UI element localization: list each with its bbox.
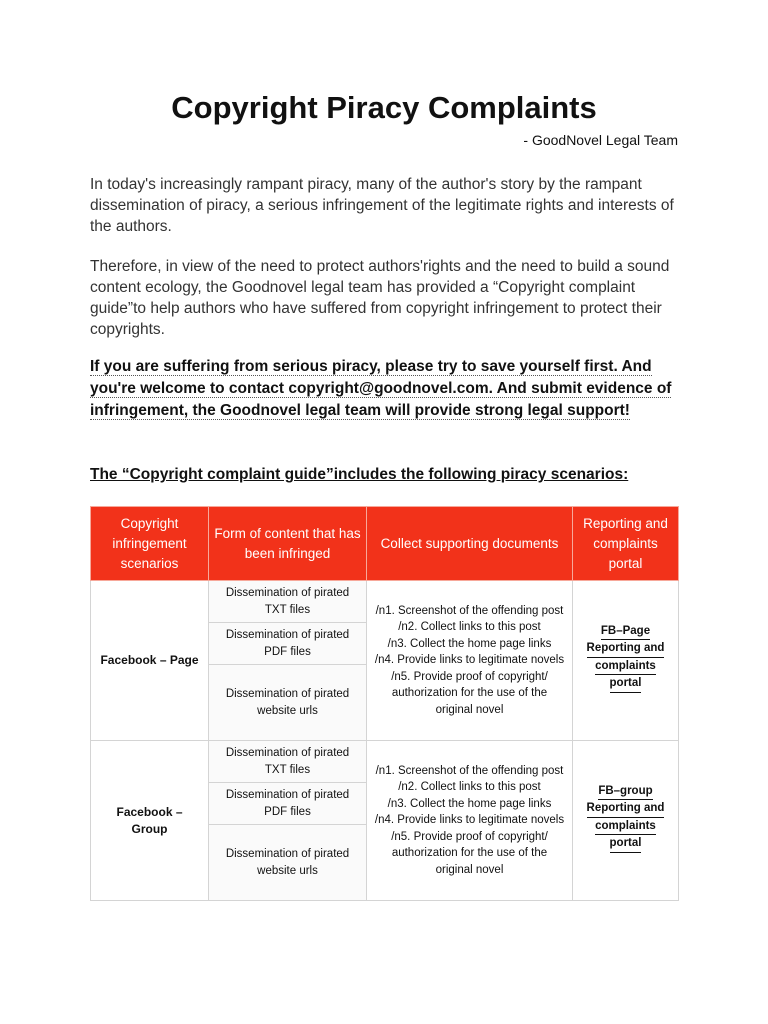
contact-text: If you are suffering from serious piracy, please try to save yourself first. And you're welcome to contact copyright@goodnovel.com. And submit evidence of infringement, the Goodnovel legal team will provide strong legal support!: [90, 358, 672, 419]
doc-item: /n3. Collect the home page links: [387, 797, 552, 810]
portal-link-line[interactable]: complaints: [595, 658, 656, 676]
content-form-cell: Dissemination of pirated TXT files: [209, 581, 367, 623]
content-form-cell: Dissemination of pirated TXT files: [209, 741, 367, 783]
doc-item: /n2. Collect links to this post: [398, 621, 541, 634]
portal-link-line[interactable]: portal: [610, 835, 642, 853]
doc-item: /n2. Collect links to this post: [398, 781, 541, 794]
portal-link-line[interactable]: FB–group: [598, 783, 652, 801]
content-form-cell: Dissemination of pirated PDF files: [209, 783, 367, 825]
supporting-docs-cell: [367, 741, 573, 901]
scenario-cell: Facebook – Group: [91, 741, 209, 901]
header-supporting-docs: Collect supporting documents: [367, 507, 573, 581]
doc-item: /n1. Screenshot of the offending post: [375, 604, 564, 617]
supporting-docs-cell: [367, 581, 573, 741]
doc-item: /n4. Provide links to legitimate novels: [374, 654, 565, 667]
table-row: [91, 581, 679, 623]
portal-link-line[interactable]: FB–Page: [601, 623, 650, 641]
doc-item: /n3. Collect the home page links: [387, 637, 552, 650]
header-scenarios: Copyright infringement scenarios: [91, 507, 209, 581]
page-title: Copyright Piracy Complaints: [171, 90, 597, 125]
scenario-cell: Facebook – Page: [91, 581, 209, 741]
page-subtitle: - GoodNovel Legal Team: [523, 132, 678, 148]
portal-link-line[interactable]: portal: [610, 675, 642, 693]
portal-link-line[interactable]: Reporting and: [587, 640, 665, 658]
portal-cell: [573, 581, 679, 741]
header-portal: Reporting and complaints portal: [573, 507, 679, 581]
portal-cell: [573, 741, 679, 901]
contact-paragraph: [90, 356, 680, 422]
portal-link-line[interactable]: complaints: [595, 818, 656, 836]
header-content-form: Form of content that has been infringed: [209, 507, 367, 581]
content-form-cell: Dissemination of pirated website urls: [209, 665, 367, 741]
content-form-cell: Dissemination of pirated website urls: [209, 825, 367, 901]
doc-item: /n4. Provide links to legitimate novels: [374, 814, 565, 827]
intro-paragraph: In today's increasingly rampant piracy, many of the author's story by the rampant dissemination of piracy, a serious infringement of the legitimate rights and interests of the authors.: [90, 176, 674, 235]
table-header-row: [91, 507, 679, 581]
content-form-cell: Dissemination of pirated PDF files: [209, 623, 367, 665]
purpose-paragraph: Therefore, in view of the need to protect authors'rights and the need to build a sound content ecology, the Goodnovel legal team has provided a “Copyright complaint guide”to help authors who have suffered from copyright infringement to protect their copyrights.: [90, 258, 670, 338]
table-row: [91, 741, 679, 783]
doc-item: /n5. Provide proof of copyright/ authorization for the use of the original novel: [391, 670, 548, 716]
doc-item: /n5. Provide proof of copyright/ authorization for the use of the original novel: [391, 830, 548, 876]
portal-link-line[interactable]: Reporting and: [587, 800, 665, 818]
guide-intro-heading: The “Copyright complaint guide”includes the following piracy scenarios:: [90, 466, 629, 483]
doc-item: /n1. Screenshot of the offending post: [375, 764, 564, 777]
piracy-scenarios-table: [90, 506, 679, 901]
